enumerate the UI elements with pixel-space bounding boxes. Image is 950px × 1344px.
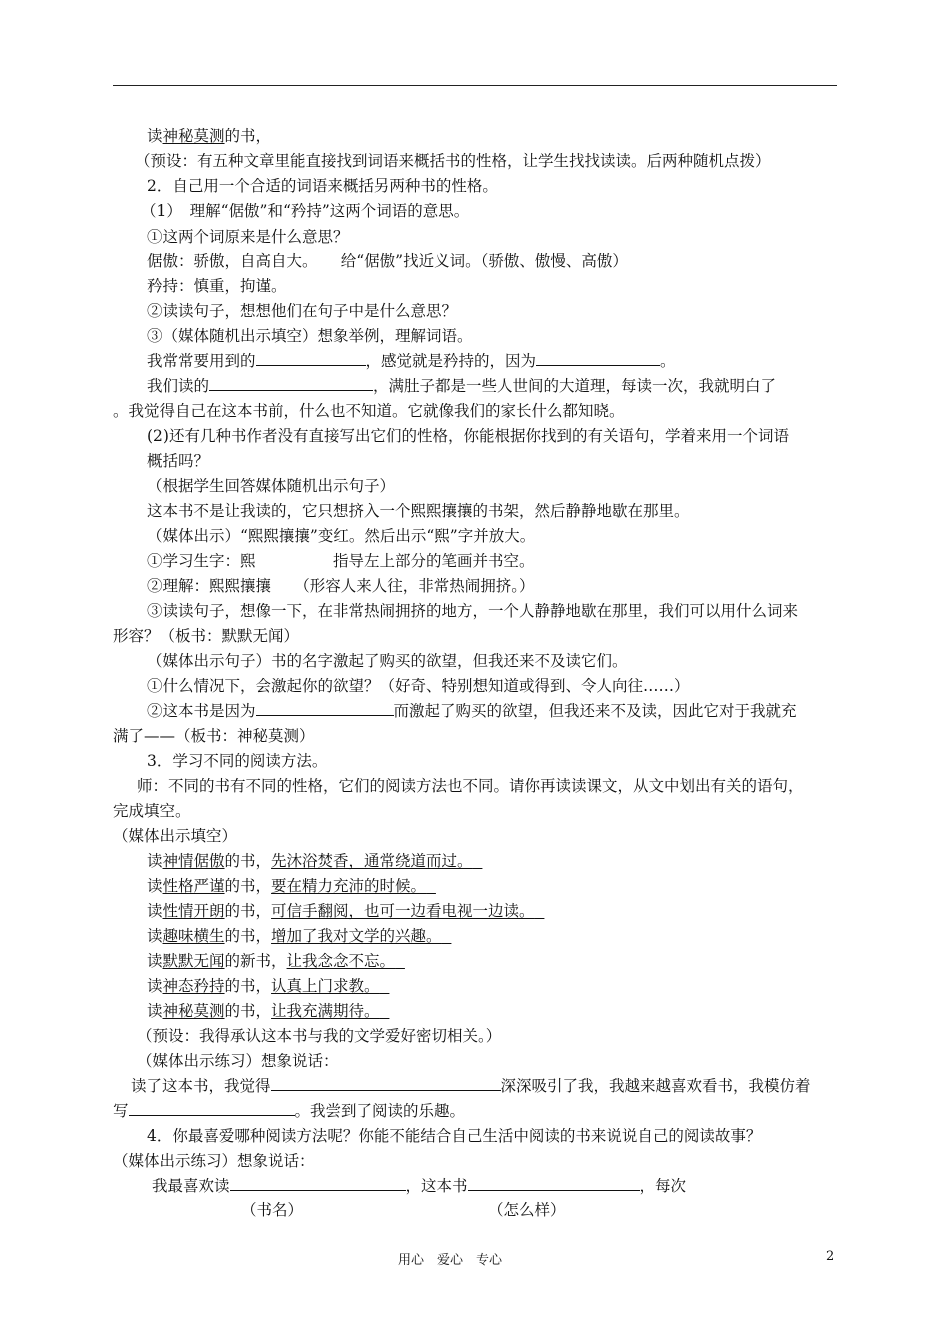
text-line: （媒体出示练习）想象说话： bbox=[113, 1152, 315, 1170]
text-line: ③读读句子，想像一下，在非常热闹拥挤的地方，一个人静静地歇在那里，我们可以用什么词来 bbox=[147, 602, 799, 620]
text-line: （预设：我得承认这本书与我的文学爱好密切相关。） bbox=[137, 1027, 502, 1045]
text-line: 满了——（板书：神秘莫测） bbox=[113, 727, 315, 745]
text-line: （媒体出示填空） bbox=[113, 827, 238, 845]
text-line: （1） 理解“倨傲”和“矜持”这两个词语的意思。 bbox=[141, 202, 470, 220]
fill-blank-line: 我常常要用到的 ，感觉就是矜持的，因为 。 bbox=[147, 352, 676, 370]
text-line: ①这两个词原来是什么意思？ bbox=[147, 228, 349, 246]
fill-blank-line: ②这本书是因为 而激起了购买的欲望，但我还来不及读，因此它对于我就充 bbox=[147, 702, 797, 720]
text-line: 形容？（板书：默默无闻） bbox=[113, 627, 300, 645]
fill-blank[interactable] bbox=[230, 1176, 406, 1191]
text-line: ①学习生字：熙 指导左上部分的笔画并书空。 bbox=[147, 552, 535, 570]
text-line: ③（媒体随机出示填空）想象举例，理解词语。 bbox=[147, 327, 473, 345]
fill-blank[interactable] bbox=[468, 1176, 640, 1191]
text-line: ②理解：熙熙攘攘 （形容人来人往，非常热闹拥挤。） bbox=[147, 577, 535, 595]
text-line: 这本书不是让我读的，它只想挤入一个熙熙攘攘的书架，然后静静地歇在那里。 bbox=[147, 502, 690, 520]
page-number: 2 bbox=[826, 1249, 835, 1264]
method-line: 读性格严谨的书，要在精力充沛的时候。 bbox=[147, 877, 427, 895]
text-line: 师：不同的书有不同的性格，它们的阅读方法也不同。请你再读读课文，从文中划出有关的语句， bbox=[137, 777, 804, 795]
fill-blank[interactable] bbox=[256, 351, 366, 366]
blank-caption: （书名） bbox=[241, 1201, 304, 1219]
text-line: 读神秘莫测的书， bbox=[147, 127, 272, 145]
text-line: ①什么情况下，会激起你的欲望？（好奇、特别想知道或得到、令人向往……） bbox=[147, 677, 690, 695]
text-line: 4．你最喜爱哪种阅读方法呢？你能不能结合自己生活中阅读的书来说说自己的阅读故事？ bbox=[147, 1127, 762, 1145]
text-line: ②读读句子，想想他们在句子中是什么意思？ bbox=[147, 302, 458, 320]
fill-blank-line: 写 。我尝到了阅读的乐趣。 bbox=[113, 1102, 466, 1120]
text-line: 2．自己用一个合适的词语来概括另两种书的性格。 bbox=[147, 177, 498, 195]
fill-blank[interactable] bbox=[536, 351, 660, 366]
method-line: 读神态矜持的书，认真上门求教。 bbox=[147, 977, 380, 995]
underlined-term: 神秘莫测 bbox=[162, 127, 225, 145]
text-line: （媒体出示）“熙熙攘攘”变红。然后出示“熙”字并放大。 bbox=[147, 527, 536, 545]
text-line: （媒体出示句子）书的名字激起了购买的欲望，但我还来不及读它们。 bbox=[147, 652, 628, 670]
text-line: 倨傲：骄傲，自高自大。 给“倨傲”找近义词。（骄傲、傲慢、高傲） bbox=[147, 252, 628, 270]
text-line: 完成填空。 bbox=[113, 802, 191, 820]
method-line: 读性情开朗的书，可信手翻阅，也可一边看电视一边读。 bbox=[147, 902, 535, 920]
text-line: （预设：有五种文章里能直接找到词语来概括书的性格，让学生找找读读。后两种随机点拨） bbox=[135, 152, 771, 170]
text-line: 3．学习不同的阅读方法。 bbox=[147, 752, 328, 770]
fill-blank-line: 读了这本书，我觉得 深深吸引了我，我越来越喜欢看书，我模仿着 bbox=[131, 1077, 811, 1095]
method-line: 读趣味横生的书，增加了我对文学的兴趣。 bbox=[147, 927, 442, 945]
method-line: 读默默无闻的新书，让我念念不忘。 bbox=[147, 952, 396, 970]
fill-blank-line: 我们读的 ，满肚子都是一些人世间的大道理，每读一次，我就明白了 bbox=[147, 377, 777, 395]
fill-blank-line: 我最喜欢读 ，这本书 ，每次 bbox=[152, 1177, 687, 1195]
text-line: 。我觉得自己在这本书前，什么也不知道。它就像我们的家长什么都知晓。 bbox=[113, 402, 625, 420]
footer-motto: 用心 爱心 专心 bbox=[398, 1253, 503, 1268]
text-line: （根据学生回答媒体随机出示句子） bbox=[147, 477, 396, 495]
fill-blank[interactable] bbox=[271, 1076, 501, 1091]
blank-caption: （怎么样） bbox=[488, 1201, 566, 1219]
fill-blank[interactable] bbox=[129, 1101, 295, 1116]
method-line: 读神秘莫测的书，让我充满期待。 bbox=[147, 1002, 380, 1020]
method-line: 读神情倨傲的书，先沐浴焚香，通常绕道而过。 bbox=[147, 852, 473, 870]
fill-blank[interactable] bbox=[256, 701, 394, 716]
text-line: 概括吗？ bbox=[147, 452, 210, 470]
text-line: 矜持：慎重，拘谨。 bbox=[147, 277, 287, 295]
fill-blank[interactable] bbox=[209, 376, 373, 391]
text-line: (2)还有几种书作者没有直接写出它们的性格，你能根据你找到的有关语句，学着来用一个词语 bbox=[147, 427, 789, 445]
header-rule bbox=[113, 85, 837, 86]
text-line: （媒体出示练习）想象说话： bbox=[137, 1052, 339, 1070]
